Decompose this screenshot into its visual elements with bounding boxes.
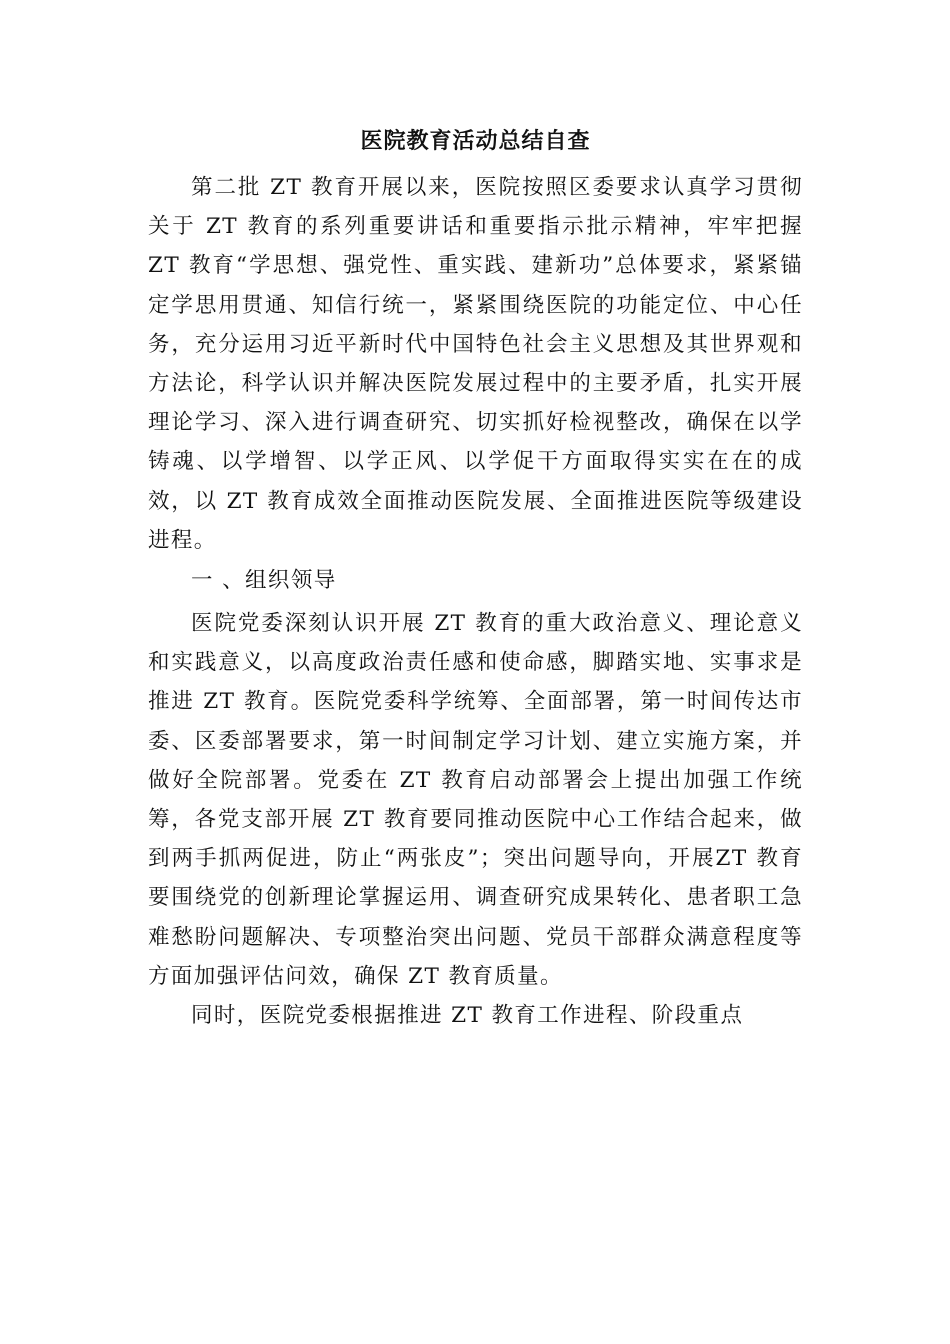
document-body [148,120,803,1035]
continuation-paragraph: 同时，医院党委根据推进 ZT 教育工作进程、阶段重点 [191,1003,744,1029]
intro-paragraph: 第二批 ZT 教育开展以来，医院按照区委要求认真学习贯彻关于 ZT 教育的系列重要讲话和重要指示批示精神，牢牢把握 ZT 教育“学思想、强党性、重实践、建新功”总体要求，紧紧锚定学思用贯通、知信行统一，紧紧围绕医院的功能定位、中心任务，充分运用习近平新时代中国特色社会主义思想及其世界观和方法论，科学认识并解决医院发展过程中的主要矛盾，扎实开展理论学习、深入进行调查研究、切实抓好检视整改，确保在以学铸魂、以学增智、以学正风、以学促干方面取得实实在在的成效，以 ZT 教育成效全面推动医院发展、全面推进医院等级建设进程。 [148,175,803,553]
document-title: 医院教育活动总结自查 [360,128,591,154]
organization-paragraph: 医院党委深刻认识开展 ZT 教育的重大政治意义、理论意义和实践意义，以高度政治责任感和使命感，脚踏实地、实事求是推进 ZT 教育。医院党委科学统筹、全面部署，第一时间传达市委、区委部署要求，第一时间制定学习计划、建立实施方案，并做好全院部署。党委在 ZT 教育启动部署会上提出加强工作统筹，各党支部开展 ZT 教育要同推动医院中心工作结合起来，做到两手抓两促进，防止“两张皮”；突出问题导向，开展ZT 教育要围绕党的创新理论掌握运用、调查研究成果转化、患者职工急难愁盼问题解决、专项整治突出问题、党员干部群众满意程度等方面加强评估问效，确保 ZT 教育质量。 [148,611,803,989]
section-heading-organization: 一 、组织领导 [191,568,337,594]
